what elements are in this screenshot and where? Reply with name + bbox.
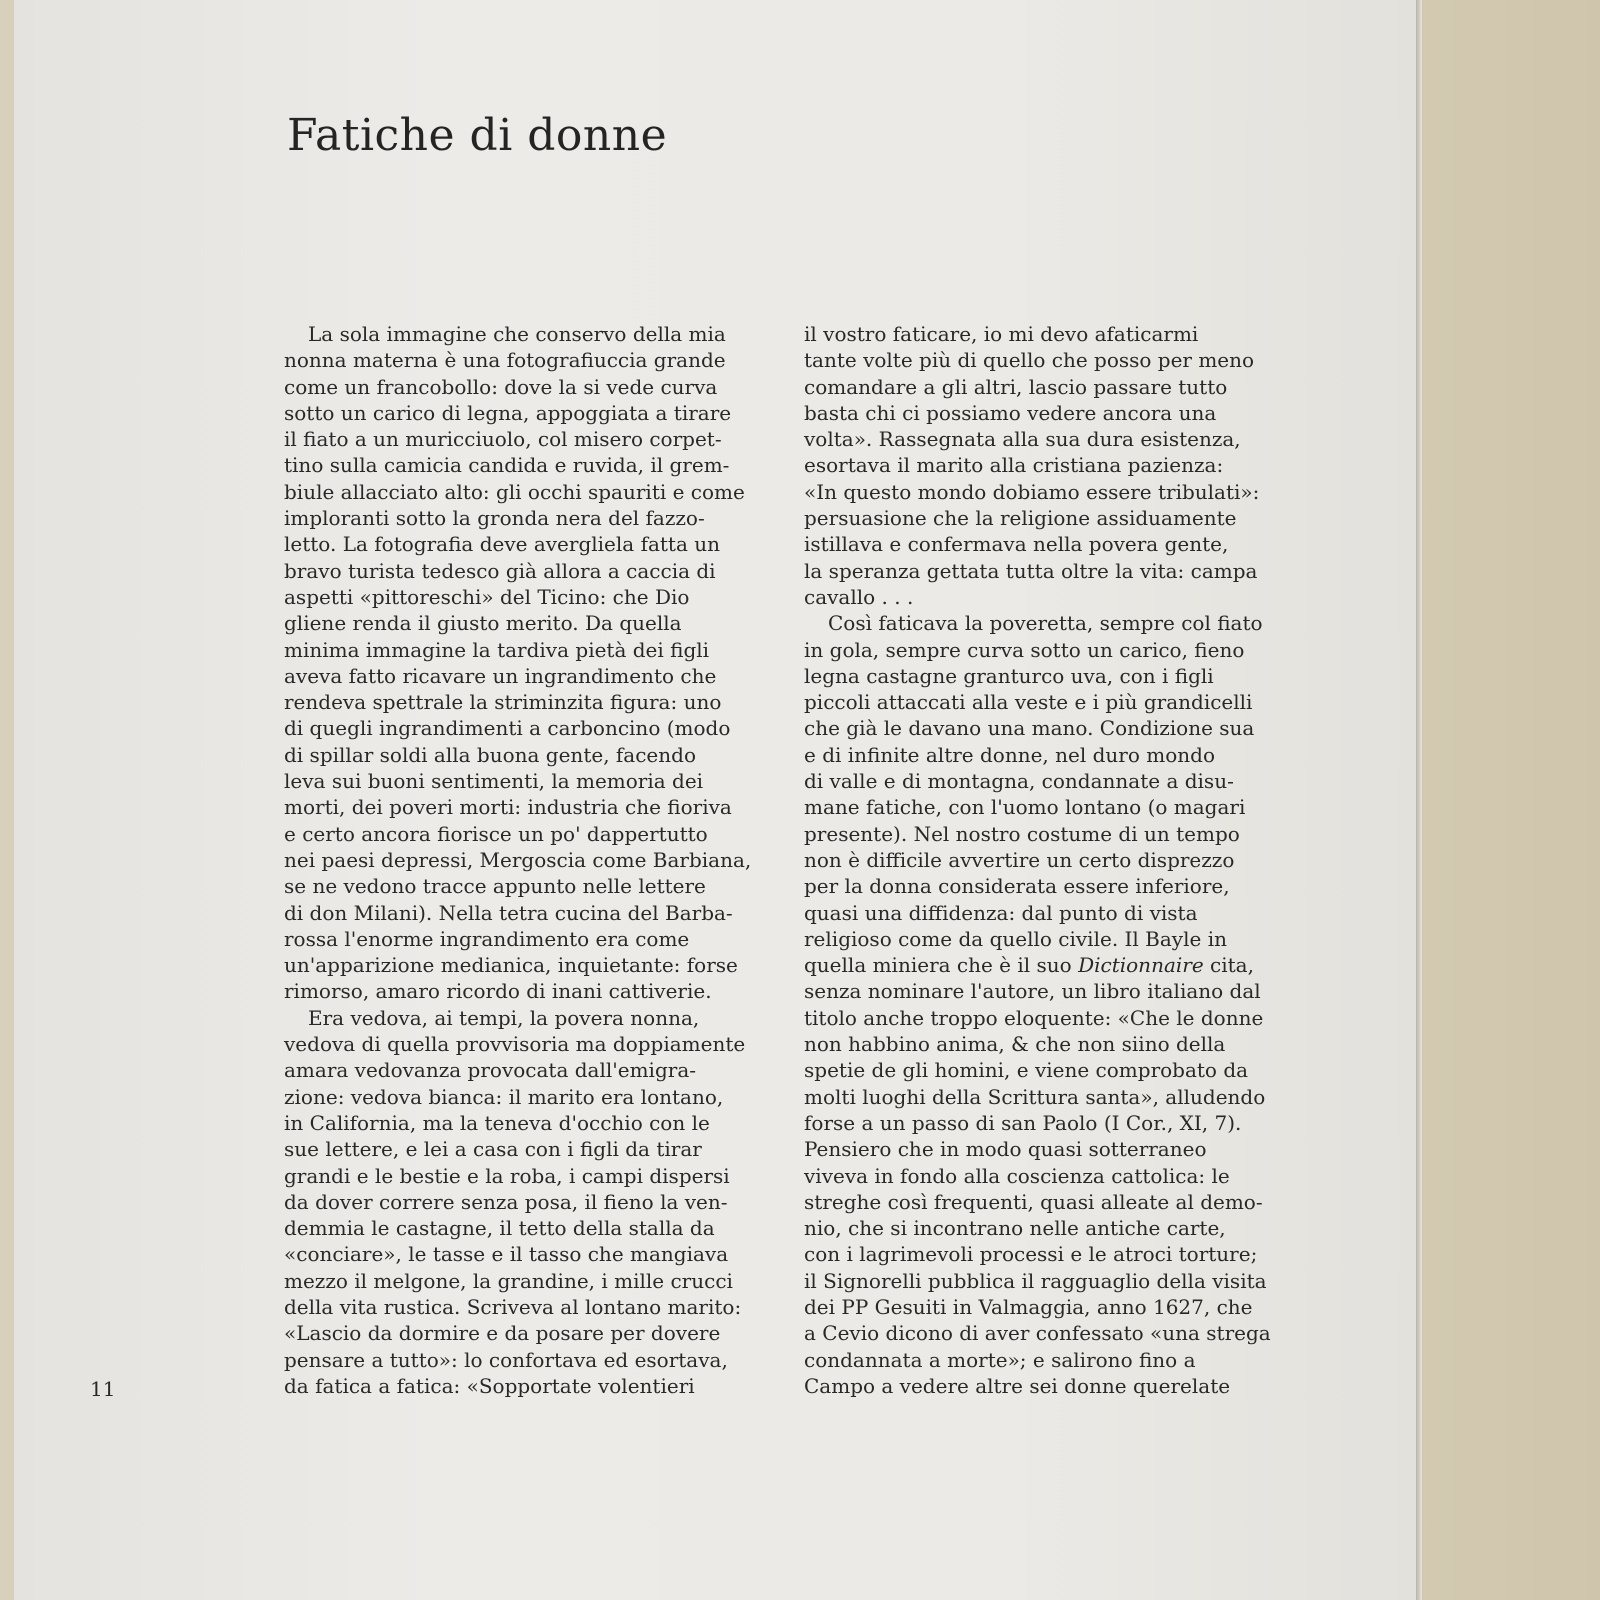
text-line: nei paesi depressi, Mergoscia come Barbiana, [284, 847, 752, 872]
text-line: volta». Rassegnata alla sua dura esistenza, [804, 427, 1241, 452]
text-line: Pensiero che in modo quasi sotterraneo [804, 1137, 1207, 1162]
text-line: forse a un passo di san Paolo (I Cor., XI, 7). [804, 1110, 1242, 1135]
text-line: morti, dei poveri morti: industria che fioriva [284, 795, 732, 820]
text-line: per la donna considerata essere inferiore, [804, 874, 1230, 899]
text-line: piccoli attaccati alla veste e i più grandicelli [804, 690, 1253, 715]
text-line: viveva in fondo alla coscienza cattolica: le [804, 1163, 1230, 1188]
page-title: Fatiche di donne [287, 110, 668, 161]
text-line: senza nominare l'autore, un libro italiano dal [804, 979, 1261, 1004]
text-line: che già le davano una mano. Condizione sua [804, 716, 1255, 741]
text-line: tino sulla camicia candida e ruvida, il grem- [284, 453, 730, 478]
text-line: persuasione che la religione assiduamente [804, 506, 1237, 531]
text-line: dei PP Gesuiti in Valmaggia, anno 1627, che [804, 1294, 1253, 1319]
text-line: grandi e le bestie e la roba, i campi dispersi [284, 1163, 730, 1188]
text-line: un'apparizione medianica, inquietante: forse [284, 953, 738, 978]
text-line: e di infinite altre donne, nel duro mondo [804, 742, 1215, 767]
text-line: leva sui buoni sentimenti, la memoria dei [284, 769, 704, 794]
text-line: di don Milani). Nella tetra cucina del Barba- [284, 900, 733, 925]
text-line: da fatica a fatica: «Sopportate volentieri [284, 1373, 695, 1398]
text-line: di valle e di montagna, condannate a disu- [804, 769, 1234, 794]
text-line: molti luoghi della Scrittura santa», alludendo [804, 1084, 1266, 1109]
text-line: in gola, sempre curva sotto un carico, fieno [804, 637, 1245, 662]
text-line: La sola immagine che conservo della mia [308, 322, 726, 346]
text-line: della vita rustica. Scriveva al lontano marito: [284, 1294, 742, 1319]
text-line: in California, ma la teneva d'occhio con le [284, 1110, 710, 1135]
text-line: se ne vedono tracce appunto nelle lettere [284, 874, 706, 899]
text-line: Campo a vedere altre sei donne querelate [804, 1373, 1231, 1398]
text-line: bravo turista tedesco già allora a caccia di [284, 558, 716, 583]
text-line: mane fatiche, con l'uomo lontano (o magari [804, 795, 1246, 820]
text-line: demmia le castagne, il tetto della stalla da [284, 1216, 715, 1241]
text-line: cavallo . . . [804, 584, 914, 609]
text-line: aspetti «pittoreschi» del Ticino: che Dio [284, 584, 690, 609]
italic-book-title: Dictionnaire [1078, 953, 1204, 978]
text-line: «conciare», le tasse e il tasso che mangiava [284, 1242, 729, 1267]
text-line: come un francobollo: dove la si vede curva [284, 374, 718, 399]
text-line: condannata a morte»; e salirono fino a [804, 1347, 1196, 1372]
text-line: minima immagine la tardiva pietà dei figli [284, 637, 710, 662]
text-line: «Lascio da dormire e da posare per dovere [284, 1321, 721, 1346]
text-line: a Cevio dicono di aver confessato «una strega [804, 1321, 1271, 1346]
text-line: mezzo il melgone, la grandine, i mille crucci [284, 1268, 733, 1293]
text-line: di spillar soldi alla buona gente, facendo [284, 742, 696, 767]
text-line: sue lettere, e lei a casa con i figli da tirar [284, 1137, 702, 1162]
text-line: imploranti sotto la gronda nera del fazzo- [284, 506, 705, 531]
text-line: istillava e confermava nella povera gente, [804, 532, 1229, 557]
page-number: 11 [90, 1377, 116, 1401]
text-line: biule allacciato alto: gli occhi spauriti e come [284, 479, 745, 504]
text-line: il vostro faticare, io mi devo afaticarmi [804, 322, 1199, 346]
text-line: nio, che si incontrano nelle antiche carte, [804, 1216, 1226, 1241]
text-line: e certo ancora fiorisce un po' dappertutto [284, 821, 708, 846]
text-line: il fiato a un muricciuolo, col misero corpet- [284, 427, 722, 452]
text-line: nonna materna è una fotografiuccia grande [284, 348, 726, 373]
text-line: sotto un carico di legna, appoggiata a tirare [284, 400, 732, 425]
text-line: «In questo mondo dobiamo essere tribulati»: [804, 479, 1260, 504]
text-line: di quegli ingrandimenti a carboncino (modo [284, 716, 731, 741]
text-line: gliene renda il giusto merito. Da quella [284, 611, 682, 636]
text-line: rossa l'enorme ingrandimento era come [284, 926, 690, 951]
text-line: esortava il marito alla cristiana pazienza: [804, 453, 1224, 478]
text-line: spetie de gli homini, e viene comprobato da [804, 1058, 1249, 1083]
text-line: religioso come da quello civile. Il Bayle in [804, 926, 1227, 951]
text-line: il Signorelli pubblica il ragguaglio della visita [804, 1268, 1267, 1293]
text-line: zione: vedova bianca: il marito era lontano, [284, 1084, 724, 1109]
text-line: titolo anche troppo eloquente: «Che le donne [804, 1005, 1264, 1030]
text-line: amara vedovanza provocata dall'emigra- [284, 1058, 697, 1083]
text-line: letto. La fotografia deve avergliela fatta un [284, 532, 721, 557]
left-text-column [284, 321, 779, 1399]
text-line: non habbino anima, & che non siino della [804, 1032, 1226, 1057]
text-line: comandare a gli altri, lascio passare tutto [804, 374, 1228, 399]
right-text-column [804, 321, 1299, 1399]
text-line: Così faticava la poveretta, sempre col fiato [828, 611, 1263, 636]
text-line: non è difficile avvertire un certo disprezzo [804, 847, 1235, 872]
text-line: quasi una diffidenza: dal punto di vista [804, 900, 1198, 925]
page-edge [1416, 0, 1422, 1600]
text-line: legna castagne granturco uva, con i figli [804, 663, 1214, 688]
text-line: da dover correre senza posa, il fieno la ven- [284, 1189, 728, 1214]
book-page [14, 0, 1416, 1600]
text-line: quella miniera che è il suo Dictionnaire cita, [804, 953, 1254, 978]
text-line: streghe così frequenti, quasi alleate al demo- [804, 1189, 1263, 1214]
text-line: tante volte più di quello che posso per meno [804, 348, 1255, 373]
text-line: aveva fatto ricavare un ingrandimento che [284, 663, 717, 688]
text-line: la speranza gettata tutta oltre la vita: campa [804, 558, 1258, 583]
text-line: presente). Nel nostro costume di un tempo [804, 821, 1240, 846]
text-line: con i lagrimevoli processi e le atroci torture; [804, 1242, 1258, 1267]
text-line: Era vedova, ai tempi, la povera nonna, [308, 1005, 700, 1030]
text-line: rimorso, amaro ricordo di inani cattiverie. [284, 979, 712, 1004]
text-line: pensare a tutto»: lo confortava ed esortava, [284, 1347, 728, 1372]
text-line: rendeva spettrale la striminzita figura: uno [284, 690, 722, 715]
text-line: vedova di quella provvisoria ma doppiamente [284, 1032, 746, 1057]
text-line: basta chi ci possiamo vedere ancora una [804, 400, 1217, 425]
